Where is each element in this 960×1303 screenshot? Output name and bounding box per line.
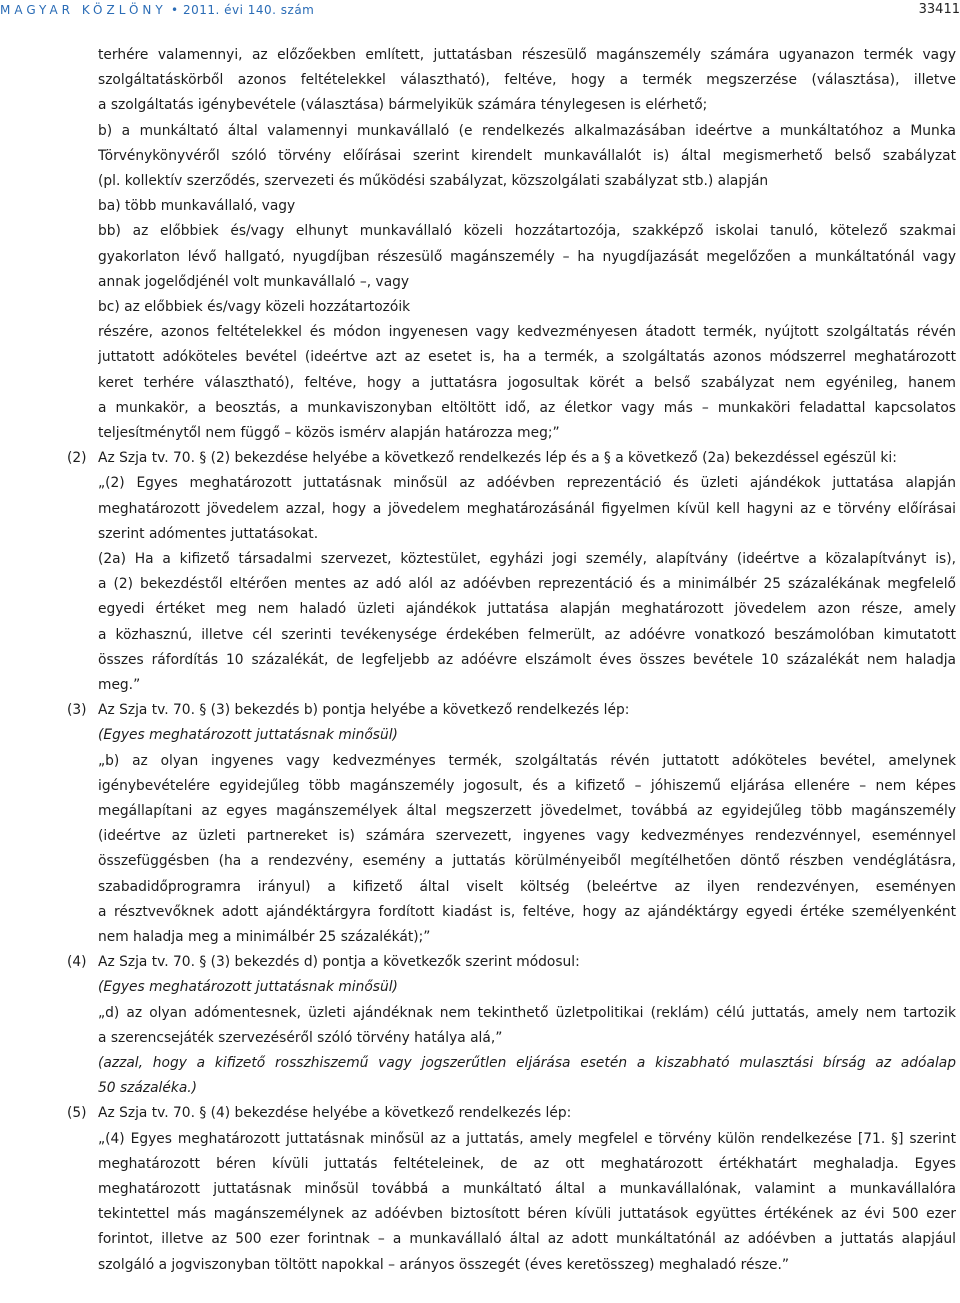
text-line: Az Szja tv. 70. § (4) bekezdése helyébe a következő rendelkezés lép: xyxy=(98,1105,572,1121)
text-line: szerint adómentes juttatásokat. xyxy=(98,526,319,542)
text-line: meghatározott jövedelem azzal, hogy a jövedelem meghatározásánál figyelmen kívül kell hagyni az e törvény előírásai xyxy=(98,501,956,517)
text-line: (azzal, hogy a kifizető rosszhiszemű vagy jogszerűtlen eljárása esetén a kiszabható mulasztási bírság az adóalap xyxy=(98,1055,956,1071)
text-line: (Egyes meghatározott juttatásnak minősül) xyxy=(98,979,398,995)
text-line: (pl. kollektív szerződés, szervezeti és működési szabályzat, közszolgálati szabályzat stb.) alapján xyxy=(98,173,769,189)
text-line: Törvénykönyvéről szóló törvény előírásai szerint kirendelt munkavállalót is) által megismerhető belső szabályzat xyxy=(98,148,956,164)
issue-label: 2011. évi 140. szám xyxy=(182,3,315,17)
text-line: bb) az előbbiek és/vagy elhunyt munkavállaló közeli hozzátartozója, szakképző iskolai tanuló, kötelező szakmai xyxy=(98,223,956,239)
text-line: a szerencsejáték szervezéséről szóló törvény hatálya alá,” xyxy=(98,1030,503,1046)
header-bullet: • xyxy=(171,3,179,17)
text-line: Az Szja tv. 70. § (3) bekezdés b) pontja helyébe a következő rendelkezés lép: xyxy=(98,702,630,718)
text-line: nem haladja meg a minimálbér 25 százalékát);” xyxy=(98,929,431,945)
page-number: 33411 xyxy=(918,2,960,17)
text-line: b) a munkáltató által valamennyi munkavállaló (e rendelkezés alkalmazásában ideértve a munkáltatóhoz a Munka xyxy=(98,123,956,139)
text-line: a munkakör, a beosztás, a munkaviszonyban eltöltött idő, az életkor vagy más – munkaköri feladattal kapcsolatos xyxy=(98,400,956,416)
text-line: igénybevételére egyidejűleg több magánszemély jogosult, és a kifizető – jóhiszemű eljárása ellenére – nem képes xyxy=(98,778,956,794)
text-line: „b) az olyan ingyenes vagy kedvezményes termék, szolgáltatás révén juttatott adóköteles bevétel, amelynek xyxy=(98,753,956,769)
text-line: forintot, illetve az 500 ezer forintnak – a munkavállaló által az adott munkáltatónál az adóévben a juttatás alapjául xyxy=(98,1231,956,1247)
text-line: „(2) Egyes meghatározott juttatásnak minősül az adóévben reprezentáció és üzleti ajándékok juttatása alapján xyxy=(98,475,956,491)
text-line: „(4) Egyes meghatározott juttatásnak minősül az a juttatás, amely megfelel e törvény külön rendelkezése [71. §] szerint xyxy=(98,1131,956,1147)
text-line: a szolgáltatás igénybevétele (választása) bármelyikük számára ténylegesen is elérhető; xyxy=(98,97,708,113)
text-line: Az Szja tv. 70. § (3) bekezdés d) pontja a következők szerint módosul: xyxy=(98,954,580,970)
text-line: szolgáltatáskörből azonos feltételekkel választható), feltéve, hogy a termék megszerzése (választása), illetve xyxy=(98,72,956,88)
text-line: tekintettel más magánszemélynek az adóévben biztosított béren kívüli juttatások együttes értékének az évi 500 ezer xyxy=(98,1206,956,1222)
text-line: a résztvevőknek adott ajándéktárgyra fordított kiadást is, feltéve, hogy az ajándéktárgy egyedi értéke személyenként xyxy=(98,904,956,920)
paragraph-number: (2) xyxy=(67,450,87,466)
text-line: megállapítani az egyes magánszemélyek által megszerzett jövedelmet, továbbá az egyidejűleg több magánszemély xyxy=(98,803,956,819)
paragraph-number: (3) xyxy=(67,702,87,718)
text-line: terhére valamennyi, az előzőekben említett, juttatásban részesülő magánszemély számára ugyanazon termék vagy xyxy=(98,47,956,63)
text-line: összefüggésben (ha a rendezvény, esemény a juttatás körülményeiből megítélhetően döntő részben vendéglátásra, xyxy=(98,853,956,869)
text-line: (Egyes meghatározott juttatásnak minősül) xyxy=(98,727,398,743)
text-line: szolgáló a jogviszonyban töltött napokkal – arányos összegét (éves keretösszeg) meghaladó része.” xyxy=(98,1257,789,1273)
text-line: a (2) bekezdéstől eltérően mentes az adó alól az adóévben reprezentáció és a minimálbér 25 százalékának megfelelő xyxy=(98,576,956,592)
text-line: 50 százaléka.) xyxy=(98,1080,198,1096)
text-line: szabadidőprogramra irányul) a kifizető által viselt költség (beleértve az ilyen rendezvényen, eseményen xyxy=(98,879,956,895)
text-line: egyedi értéket meg nem haladó üzleti ajándékok juttatása alapján meghatározott jövedelem azon része, amely xyxy=(98,601,956,617)
page-header xyxy=(0,0,960,24)
text-line: „d) az olyan adómentesnek, üzleti ajándéknak nem tekinthető üzletpolitikai (reklám) célú juttatás, amely nem tartozik xyxy=(98,1005,956,1021)
text-line: Az Szja tv. 70. § (2) bekezdése helyébe a következő rendelkezés lép és a § a következő (2a) bekezdéssel egészül ki: xyxy=(98,450,897,466)
text-line: (2a) Ha a kifizető társadalmi szervezet, köztestület, egyházi jogi személy, alapítvány (ideértve a közalapítványt is), xyxy=(98,551,956,567)
text-line: keret terhére választható), feltéve, hogy a juttatásra jogosultak körét a belső szabályzat nem egyénileg, hanem xyxy=(98,375,956,391)
text-line: ba) több munkavállaló, vagy xyxy=(98,198,296,214)
text-line: juttatott adóköteles bevétel (ideértve azt az esetet is, ha a termék, a szolgáltatás azonos módszerrel meghatározott xyxy=(98,349,956,365)
text-line: részére, azonos feltételekkel és módon ingyenesen vagy kedvezményesen átadott termék, nyújtott szolgáltatás révén xyxy=(98,324,956,340)
text-line: annak jogelődjénél volt munkavállaló –, vagy xyxy=(98,274,410,290)
text-line: összes ráfordítás 10 százalékát, de legfeljebb az adóévre elszámolt éves összes bevétele 10 százalékát nem haladja xyxy=(98,652,956,668)
text-line: (ideértve az üzleti partnereket is) számára szervezett, ingyenes vagy kedvezményes rendezvénnyel, eseménnyel xyxy=(98,828,956,844)
paragraph-number: (5) xyxy=(67,1105,87,1121)
text-line: meghatározott juttatásnak minősül továbbá a munkáltató által a munkavállalónak, valamint a munkavállalóra xyxy=(98,1181,956,1197)
publication-title: MAGYAR KÖZLÖNY xyxy=(0,3,167,17)
text-line: teljesítménytől nem függő – közös ismérv alapján határozza meg;” xyxy=(98,425,560,441)
text-line: meg.” xyxy=(98,677,141,693)
running-head xyxy=(0,3,314,17)
paragraph-number: (4) xyxy=(67,954,87,970)
text-line: bc) az előbbiek és/vagy közeli hozzátartozóik xyxy=(98,299,411,315)
text-line: a közhasznú, illetve cél szerinti tevékenysége érdekében felmerült, az adóévre vonatkozó beszámolóban kimutatott xyxy=(98,627,956,643)
text-line: meghatározott béren kívüli juttatás feltételeinek, de az ott meghatározott értékhatárt meghaladja. Egyes xyxy=(98,1156,956,1172)
text-line: gyakorlaton lévő hallgató, nyugdíjban részesülő magánszemély – ha nyugdíjazását megelőzően a munkáltatónál vagy xyxy=(98,249,956,265)
